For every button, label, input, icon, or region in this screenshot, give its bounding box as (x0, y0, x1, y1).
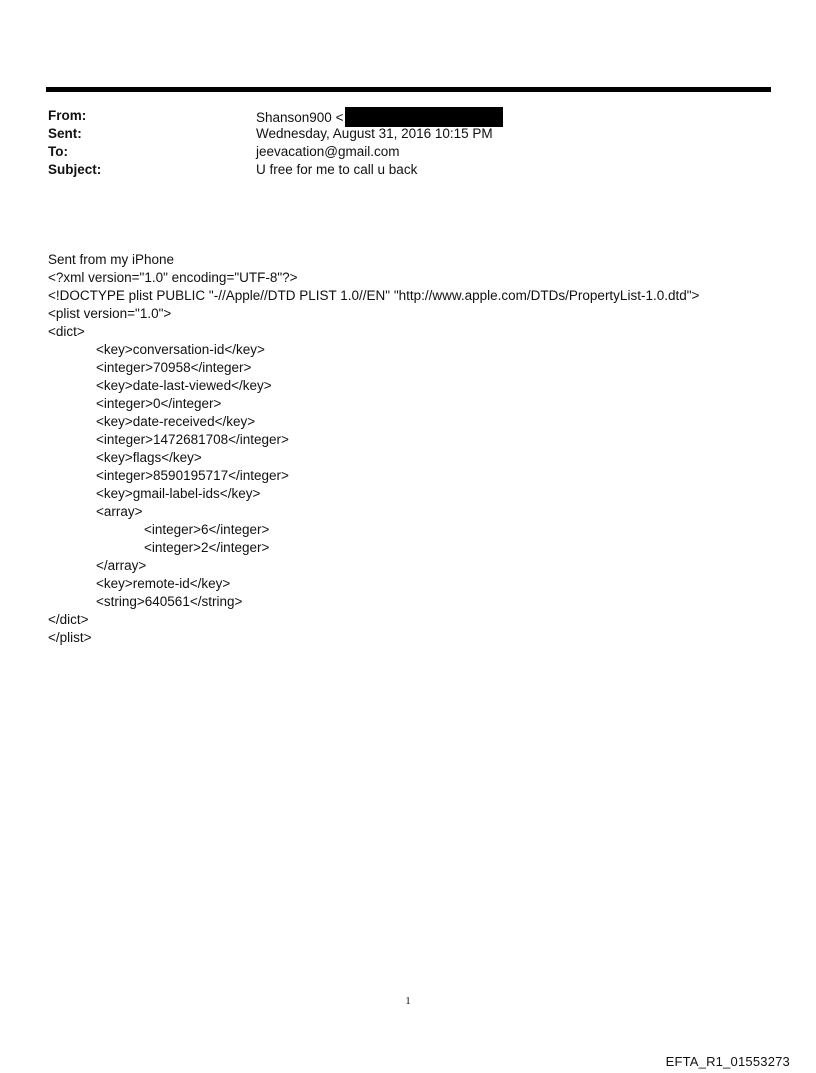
email-body (48, 251, 788, 647)
body-line: <plist version="1.0"> (48, 306, 172, 321)
body-line: <key>gmail-label-ids</key> (96, 486, 261, 501)
body-line: <integer>70958</integer> (96, 360, 252, 375)
email-header (48, 107, 768, 179)
body-line: Sent from my iPhone (48, 252, 175, 267)
body-line: <integer>8590195717</integer> (96, 468, 289, 483)
body-line: <integer>2</integer> (144, 540, 270, 555)
body-line: <array> (96, 504, 143, 519)
body-line: <key>date-last-viewed</key> (96, 378, 272, 393)
body-line: <!DOCTYPE plist PUBLIC "-//Apple//DTD PLIST 1.0//EN" "http://www.apple.com/DTDs/PropertyList-1.0.dtd"> (48, 288, 700, 303)
redaction-box (345, 107, 503, 127)
header-divider (46, 87, 771, 92)
body-line: </array> (96, 558, 147, 573)
body-line: <integer>0</integer> (96, 396, 222, 411)
bates-number: EFTA_R1_01553273 (665, 1054, 790, 1069)
body-line: <?xml version="1.0" encoding="UTF-8"?> (48, 270, 298, 285)
body-line: </plist> (48, 630, 92, 645)
body-line: <integer>6</integer> (144, 522, 270, 537)
subject-value: U free for me to call u back (256, 162, 418, 177)
to-row (48, 143, 768, 161)
subject-label: Subject: (48, 162, 102, 177)
page-number: 1 (405, 995, 411, 1007)
body-line: </dict> (48, 612, 89, 627)
body-line: <string>640561</string> (96, 594, 243, 609)
body-line: <dict> (48, 324, 85, 339)
body-line: <key>remote-id</key> (96, 576, 231, 591)
body-line: <integer>1472681708</integer> (96, 432, 289, 447)
to-label: To: (48, 144, 68, 159)
body-line: <key>conversation-id</key> (96, 342, 265, 357)
sent-value: Wednesday, August 31, 2016 10:15 PM (256, 126, 493, 141)
sent-label: Sent: (48, 126, 82, 141)
body-line: <key>flags</key> (96, 450, 202, 465)
from-label: From: (48, 108, 87, 123)
subject-row (48, 161, 768, 179)
to-value: jeevacation@gmail.com (256, 144, 400, 159)
body-line: <key>date-received</key> (96, 414, 256, 429)
from-value (256, 107, 503, 127)
from-sender: Shanson900 < (256, 110, 344, 125)
sent-row (48, 125, 768, 143)
from-row (48, 107, 768, 125)
